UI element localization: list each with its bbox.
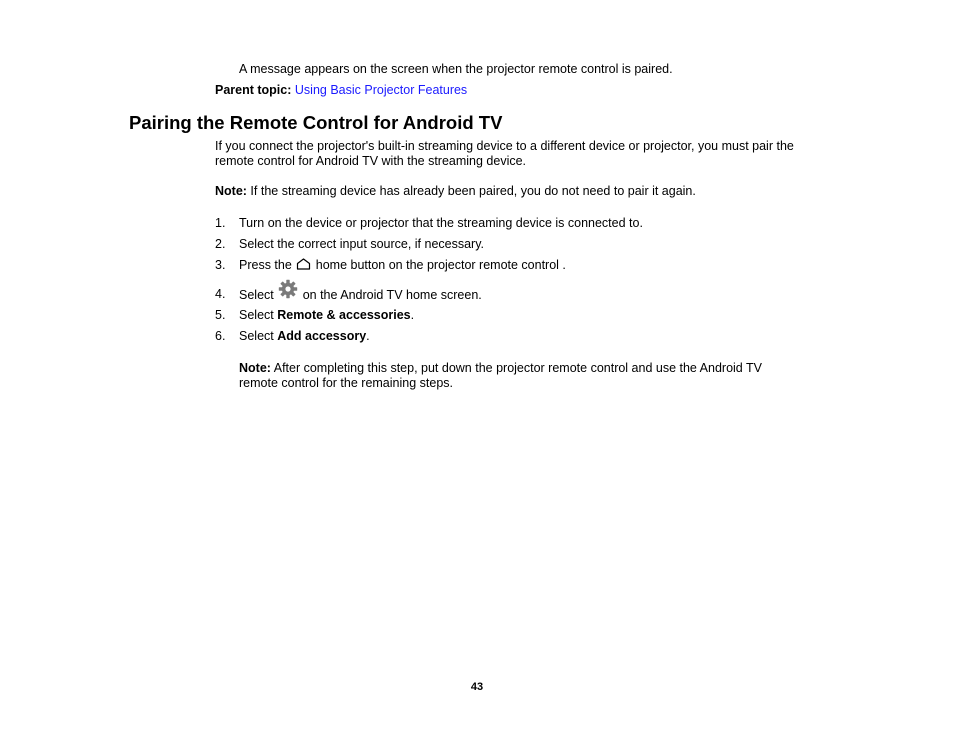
step-text-after: . [366, 329, 370, 343]
step-number: 6. [215, 329, 226, 343]
step-number: 3. [215, 258, 226, 272]
gear-icon [278, 279, 298, 299]
step-note [239, 361, 762, 391]
parent-topic [215, 83, 467, 97]
parent-topic-link[interactable]: Using Basic Projector Features [294, 83, 468, 97]
section-heading: Pairing the Remote Control for Android TV [129, 112, 503, 133]
step-note-label: Note: [239, 361, 271, 375]
step-text-before: Select [239, 288, 278, 302]
step-text [239, 308, 414, 322]
step-text [239, 329, 370, 343]
step-number: 1. [215, 216, 226, 230]
step-text-bold: Remote & accessories [277, 308, 411, 322]
section-note [215, 184, 696, 198]
step-number: 5. [215, 308, 226, 322]
step-text-after: . [410, 308, 415, 322]
section-description-line-2: remote control for Android TV with the streaming device. [215, 154, 527, 168]
note-label: Note: [215, 184, 247, 198]
section-description-line-1: If you connect the projector's built-in streaming device to a different device or projector, you must pair the [215, 139, 794, 153]
step-note-line-1 [239, 361, 762, 376]
step-text: Select the correct input source, if necessary. [239, 237, 485, 251]
step-text-bold: Add accessory [277, 329, 367, 343]
step-number: 4. [215, 287, 226, 301]
parent-topic-label: Parent topic: [215, 83, 292, 97]
home-icon [296, 258, 311, 270]
step-number: 2. [215, 237, 226, 251]
step-text-before: Press the [239, 258, 296, 272]
step-note-text: After completing this step, put down the projector remote control and use the Android TV [270, 361, 762, 375]
section-description [215, 139, 794, 169]
step-text-before: Select [239, 308, 278, 322]
intro-message: A message appears on the screen when the projector remote control is paired. [239, 62, 673, 76]
step-note-line-2: remote control for the remaining steps. [239, 376, 453, 390]
step-text [239, 258, 566, 272]
step-text: Turn on the device or projector that the streaming device is connected to. [239, 216, 643, 230]
step-text-after: home button on the projector remote control . [312, 258, 566, 272]
step-text-before: Select [239, 329, 278, 343]
note-text: If the streaming device has already been paired, you do not need to pair it again. [246, 184, 696, 198]
step-text-after: on the Android TV home screen. [299, 288, 482, 302]
page-number: 43 [470, 681, 484, 693]
step-text [239, 279, 482, 307]
